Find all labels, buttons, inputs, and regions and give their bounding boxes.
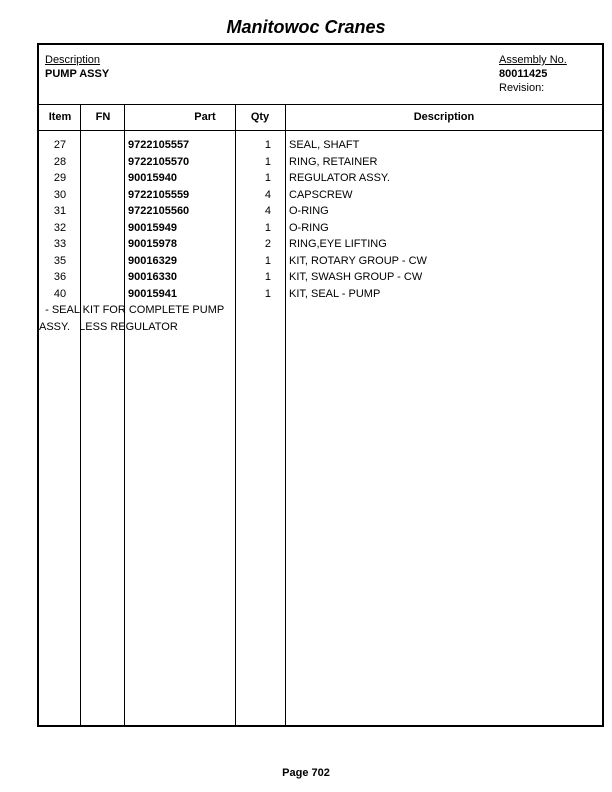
description-cell: RING, RETAINER (289, 155, 378, 168)
column-header-qty: Qty (250, 111, 270, 123)
item-cell: 36 (53, 271, 67, 283)
description-cell: KIT, SEAL - PUMP - SEAL KIT FOR COMPLETE PUMP ASSY. LESS REGULATOR (39, 287, 381, 333)
part-number-cell: 9722105560 (128, 205, 190, 217)
description-value: PUMP ASSY (45, 68, 110, 80)
part-number-cell: 90015949 (128, 221, 177, 234)
quantity-cell: 1 (264, 271, 271, 283)
quantity-cell: 2 (264, 238, 271, 250)
quantity-cell: 1 (264, 155, 271, 168)
description-cell: SEAL, SHAFT (289, 139, 360, 151)
part-number-cell: 9722105557 (128, 139, 190, 151)
parts-table-body (39, 137, 602, 335)
column-header-item: Item (48, 111, 72, 123)
table-row (39, 220, 602, 237)
description-cell: O-RING (289, 205, 329, 217)
item-cell: 40 (53, 287, 67, 300)
column-header-part: Part (194, 111, 216, 123)
item-cell: 31 (53, 205, 67, 217)
item-cell: 29 (53, 172, 67, 184)
column-header-fn: FN (95, 111, 111, 123)
quantity-cell: 4 (264, 205, 271, 217)
table-row (39, 236, 602, 253)
description-cell: KIT, SWASH GROUP - CW (289, 271, 423, 283)
table-row (39, 154, 602, 171)
part-number-cell: 9722105559 (128, 188, 190, 201)
table-row (39, 253, 602, 270)
quantity-cell: 1 (264, 287, 271, 300)
table-row (39, 286, 602, 336)
quantity-cell: 4 (264, 188, 271, 201)
parts-list-frame (37, 43, 604, 727)
part-number-cell: 9722105570 (128, 155, 190, 168)
revision-label: Revision: (499, 82, 545, 94)
description-label: Description (45, 54, 101, 66)
page-title: Manitowoc Cranes (226, 17, 386, 37)
table-row (39, 137, 602, 154)
table-row (39, 269, 602, 286)
part-number-cell: 90016330 (128, 271, 177, 283)
description-cell: RING,EYE LIFTING (289, 238, 387, 250)
quantity-cell: 1 (264, 221, 271, 234)
page-number: Page 702 (282, 767, 330, 779)
quantity-cell: 1 (264, 139, 271, 151)
quantity-cell: 1 (264, 172, 271, 184)
table-row (39, 170, 602, 187)
item-cell: 27 (53, 139, 67, 151)
table-row (39, 187, 602, 204)
part-number-cell: 90015940 (128, 172, 177, 184)
part-number-cell: 90016329 (128, 254, 177, 267)
description-cell: REGULATOR ASSY. (289, 172, 390, 184)
column-header-description: Description (413, 111, 475, 123)
item-cell: 33 (53, 238, 67, 250)
item-cell: 32 (53, 221, 67, 234)
assembly-number-value: 80011425 (499, 68, 548, 80)
part-number-cell: 90015978 (128, 238, 177, 250)
part-number-cell: 90015941 (128, 287, 177, 300)
table-row (39, 203, 602, 220)
description-cell: O-RING (289, 221, 329, 234)
item-cell: 30 (53, 188, 67, 201)
item-cell: 35 (53, 254, 67, 267)
quantity-cell: 1 (264, 254, 271, 267)
item-cell: 28 (53, 155, 67, 168)
description-cell: CAPSCREW (289, 188, 353, 201)
assembly-header (39, 45, 602, 105)
assembly-number-label: Assembly No. (499, 54, 567, 66)
description-cell: KIT, ROTARY GROUP - CW (289, 254, 427, 267)
